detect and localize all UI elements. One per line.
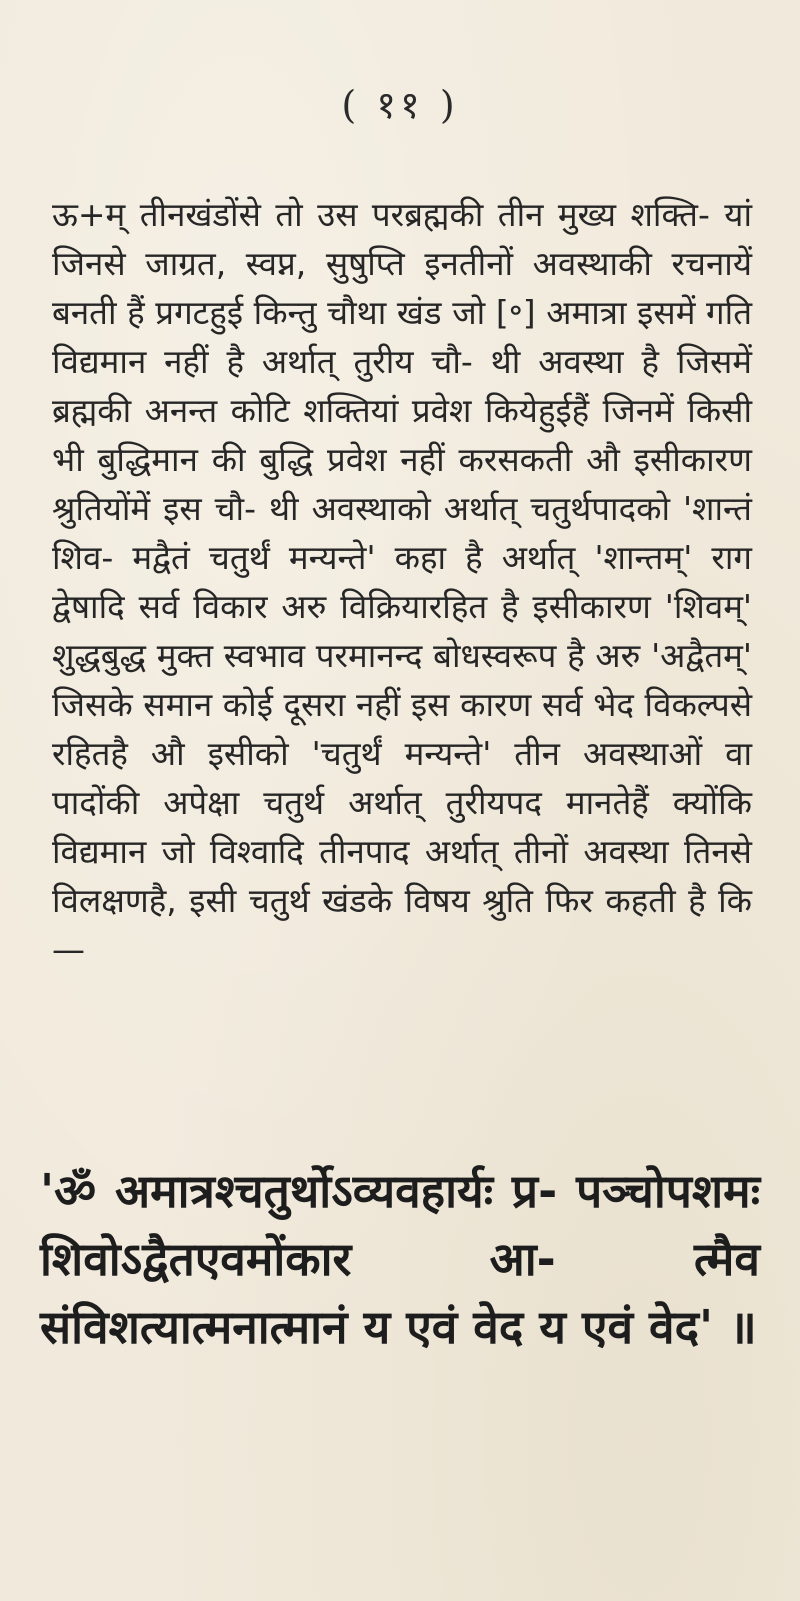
commentary-paragraph: ऊ+म् तीनखंडोंसे तो उस परब्रह्मकी तीन मुख्य शक्ति- यां जिनसे जाग्रत, स्वप्न, सुषुप्ति इनतीनों अवस्थाकी रचनायें बनती हैं प्रगटहुई किन्तु चौथा खंड जो [॰] अमात्रा इसमें गति विद्यमान नहीं है अर्थात् तुरीय चौ- थी अवस्था है जिसमें ब्रह्मकी अनन्त कोटि शक्तियां प्रवेश कियेहुईहैं जिनमें किसी भी बुद्धिमान की बुद्धि प्रवेश नहीं करसकती औ इसीकारण श्रुतियोंमें इस चौ- थी अवस्थाको अर्थात् चतुर्थपादको 'शान्तं शिव- मद्वैतं चतुर्थं मन्यन्ते' कहा है अर्थात् 'शान्तम्' राग द्वेषादि सर्व विकार अरु विक्रियारहित है इसीकारण 'शिवम्' शुद्धबुद्ध मुक्त स्वभाव परमानन्द बोधस्वरूप है अरु 'अद्वैतम्' जिसके समान कोई दूसरा नहीं इस कारण सर्व भेद विकल्पसे रहितहै औ इसीको 'चतुर्थं मन्यन्ते' तीन अवस्थाओं वा पादोंकी अपेक्षा चतुर्थ अर्थात् तुरीयपद मानतेहैं क्योंकि विद्यमान जो विश्वादि तीनपाद अर्थात् तीनों अवस्था तिनसे विलक्षणहै, इसी चतुर्थ खंडके विषय श्रुति फिर कहती है कि— xyxy=(52,195,752,969)
page-number: ( ११ ) xyxy=(341,83,459,127)
upanishad-mantra: 'ॐ अमात्रश्चतुर्थोऽव्यवहार्यः प्र- पञ्चोपशमः शिवोऽद्वैतएवमोंकार आ- त्मैव संविशत्यात्मनात्मानं य एवं वेद य एवं वेद' ॥ xyxy=(40,1164,760,1354)
